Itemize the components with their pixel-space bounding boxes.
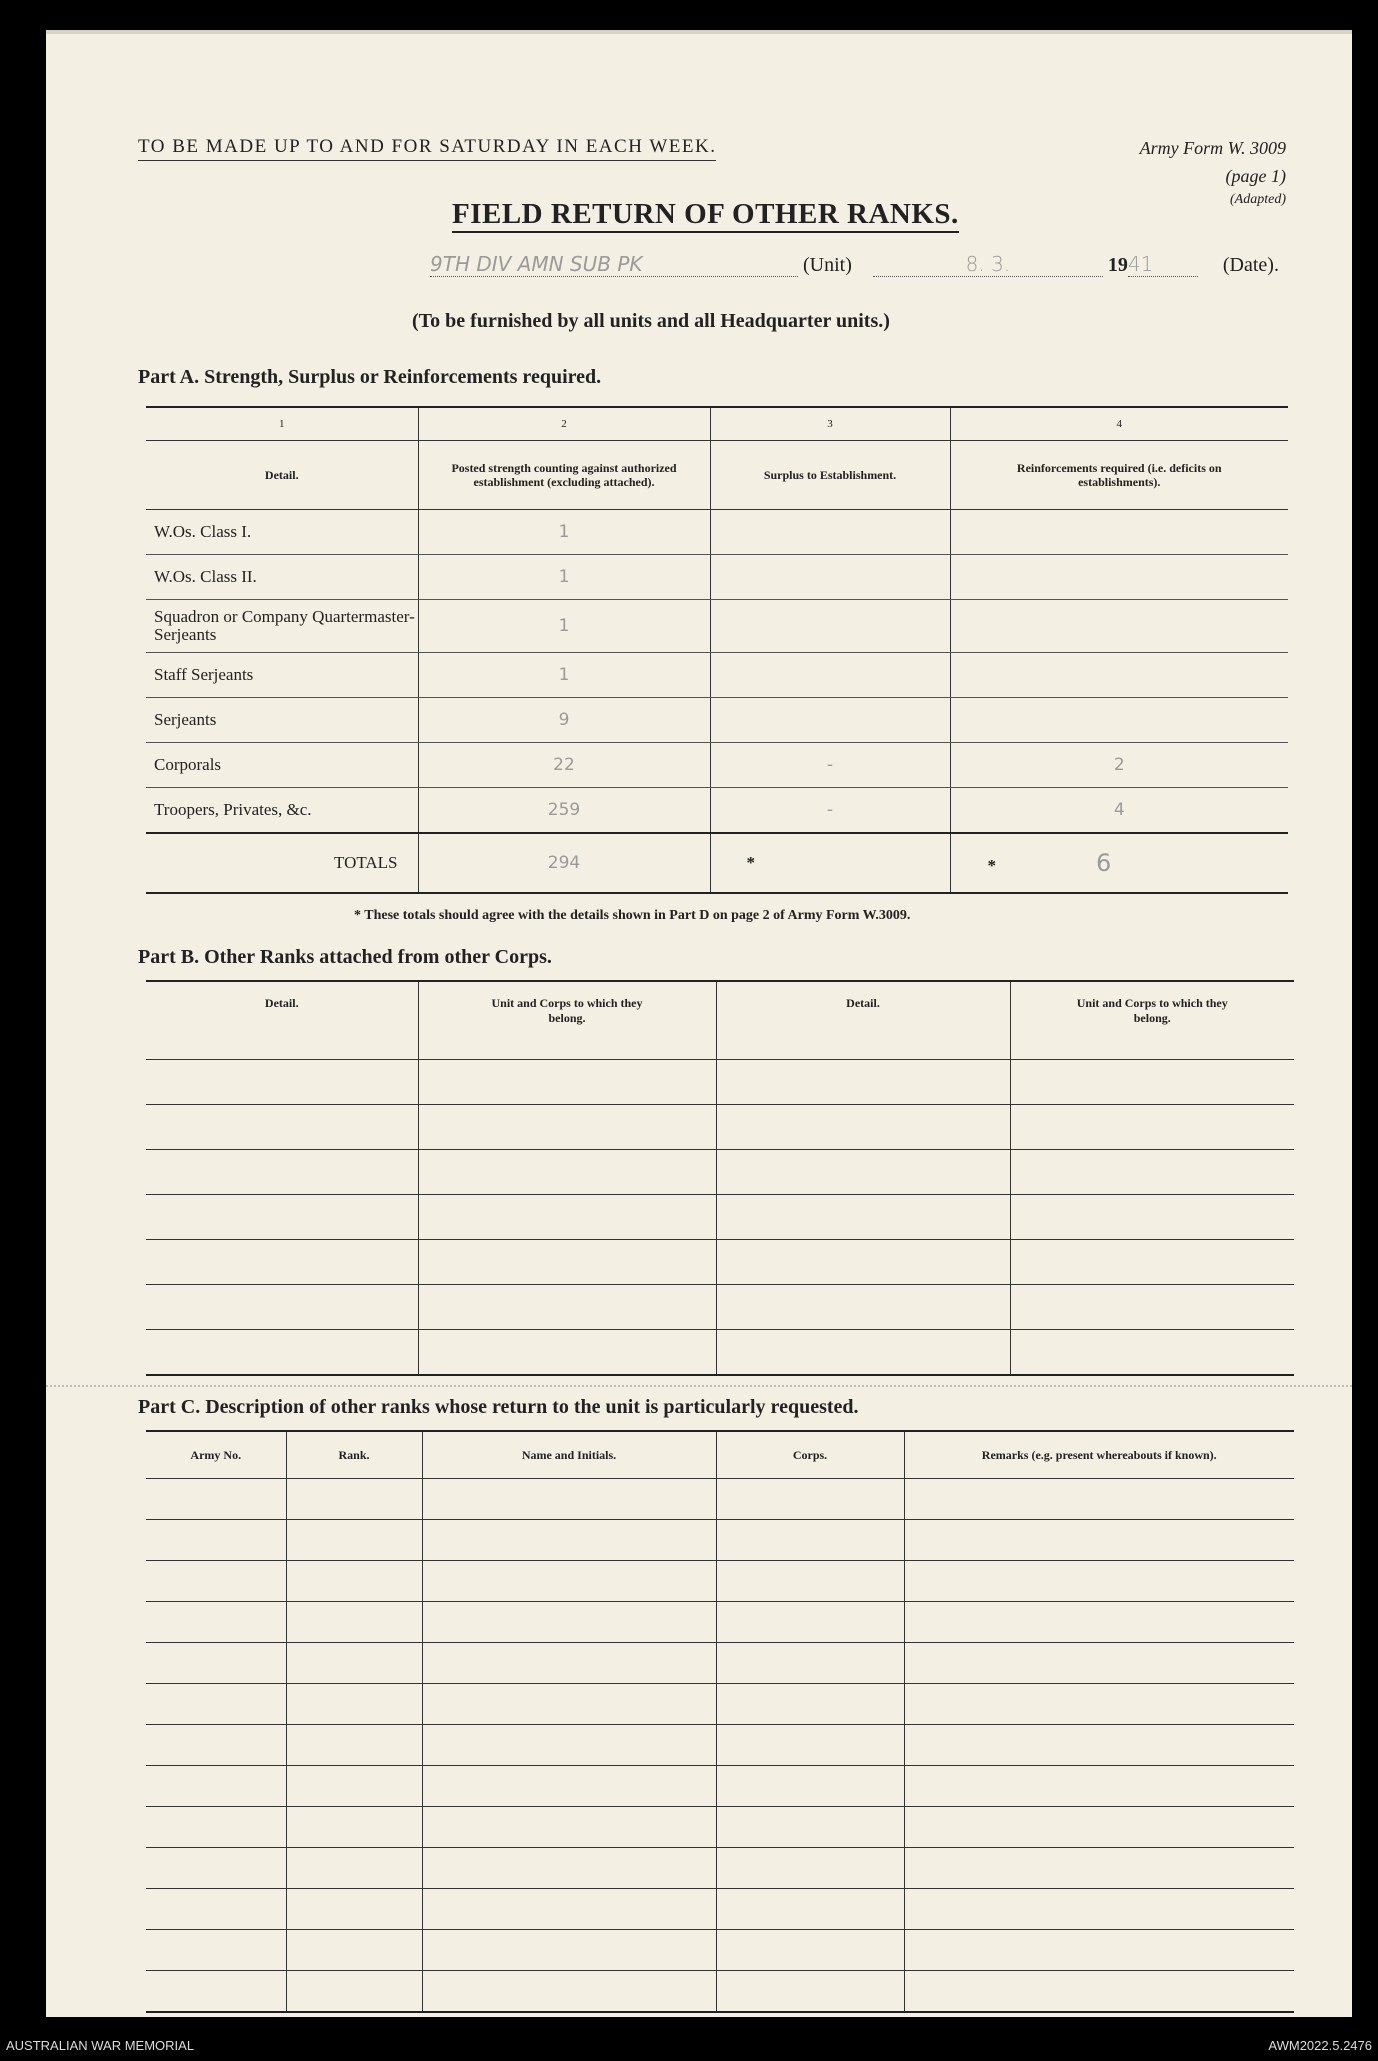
totals-note: * These totals should agree with the details shown in Part D on page 2 of Army Form W.3009. (354, 908, 911, 923)
form-adapted: (Adapted) (1230, 192, 1286, 207)
posted-value: 22 (418, 743, 710, 788)
part-a-table (146, 406, 1288, 894)
part-b-heading: Part B. Other Ranks attached from other Corps. (138, 946, 552, 968)
unit-label: (Unit) (803, 254, 852, 276)
col-header-detail: Detail. (716, 981, 1010, 1060)
reinf-value: 2 (950, 743, 1288, 788)
form-number: Army Form W. 3009 (1139, 138, 1286, 158)
row-detail: Troopers, Privates, &c. (146, 788, 418, 834)
row-detail: Serjeants (146, 698, 418, 743)
form-title: FIELD RETURN OF OTHER RANKS. (452, 198, 959, 233)
reinf-value (950, 698, 1288, 743)
totals-reinf-mark: * (987, 856, 996, 875)
table-row (146, 1561, 1294, 1602)
row-detail: Corporals (146, 743, 418, 788)
reinf-value (950, 600, 1288, 653)
table-row (146, 1240, 1294, 1285)
reinf-value (950, 653, 1288, 698)
table-row (146, 743, 1288, 788)
footer-credit: AUSTRALIAN WAR MEMORIAL (6, 2038, 195, 2053)
surplus-value (710, 653, 950, 698)
posted-value: 9 (418, 698, 710, 743)
unit-date-line (430, 252, 1279, 277)
table-row (146, 510, 1288, 555)
table-row (146, 1060, 1294, 1105)
table-row (146, 1848, 1294, 1889)
table-row (146, 1889, 1294, 1930)
totals-row (146, 833, 1288, 893)
totals-label: TOTALS (146, 833, 418, 893)
totals-reinf-cell (950, 833, 1288, 893)
table-row (146, 1330, 1294, 1376)
col-header-rank: Rank. (286, 1431, 422, 1479)
col-header-surplus: Surplus to Establishment. (710, 441, 950, 510)
part-b-table (146, 980, 1294, 1376)
surplus-value: - (710, 743, 950, 788)
reinf-value (950, 555, 1288, 600)
col-header-reinforcements: Reinforcements required (i.e. deficits on establishments). (950, 441, 1288, 510)
part-c-table (146, 1430, 1294, 2013)
posted-value: 1 (418, 510, 710, 555)
footer-accession: AWM2022.5.2476 (1268, 2038, 1372, 2053)
table-row (146, 1725, 1294, 1766)
form-reference (1140, 134, 1286, 210)
surplus-value: - (710, 788, 950, 834)
col-number: 4 (950, 407, 1288, 441)
col-header-army-no: Army No. (146, 1431, 286, 1479)
totals-surplus-mark: * (710, 833, 950, 893)
row-detail: Staff Serjeants (146, 653, 418, 698)
year-value: 41 (1128, 252, 1198, 277)
form-page: (page 1) (1225, 166, 1286, 186)
part-c-heading: Part C. Description of other ranks whose return to the unit is particularly requested. (138, 1396, 859, 1418)
col-header-detail: Detail. (146, 441, 418, 510)
table-row (146, 1930, 1294, 1971)
table-row (146, 1105, 1294, 1150)
date-value: 8. 3. (873, 252, 1103, 277)
surplus-value (710, 555, 950, 600)
col-header-corps: Corps. (716, 1431, 904, 1479)
row-detail: W.Os. Class II. (146, 555, 418, 600)
totals-posted: 294 (418, 833, 710, 893)
surplus-value (710, 510, 950, 555)
totals-reinf: 6 (1096, 849, 1112, 877)
col-number: 2 (418, 407, 710, 441)
year-prefix: 19 (1107, 254, 1128, 276)
table-row (146, 555, 1288, 600)
table-row (146, 1971, 1294, 2013)
perforation-line (46, 1385, 1352, 1387)
table-row (146, 1150, 1294, 1195)
reinf-value (950, 510, 1288, 555)
table-row (146, 1643, 1294, 1684)
col-header-name: Name and Initials. (422, 1431, 716, 1479)
part-a-heading: Part A. Strength, Surplus or Reinforcements required. (138, 366, 602, 388)
table-row (146, 1195, 1294, 1240)
subtitle: (To be furnished by all units and all Headquarter units.) (412, 310, 890, 332)
table-row (146, 1602, 1294, 1643)
col-header-posted: Posted strength counting against authorized establishment (excluding attached). (418, 441, 710, 510)
col-header-detail: Detail. (146, 981, 418, 1060)
unit-value: 9TH DIV AMN SUB PK (430, 252, 798, 277)
posted-value: 1 (418, 555, 710, 600)
posted-value: 1 (418, 653, 710, 698)
table-row (146, 600, 1288, 653)
row-detail: Squadron or Company Quartermaster-Serjeants (146, 600, 418, 653)
col-number: 3 (710, 407, 950, 441)
col-number: 1 (146, 407, 418, 441)
surplus-value (710, 698, 950, 743)
table-row (146, 653, 1288, 698)
col-header-unit-corps: Unit and Corps to which they belong. (418, 981, 716, 1060)
row-detail: W.Os. Class I. (146, 510, 418, 555)
col-header-unit-corps: Unit and Corps to which they belong. (1010, 981, 1294, 1060)
table-row (146, 1285, 1294, 1330)
col-header-remarks: Remarks (e.g. present whereabouts if known). (904, 1431, 1294, 1479)
table-row (146, 788, 1288, 834)
posted-value: 1 (418, 600, 710, 653)
table-row (146, 1684, 1294, 1725)
date-label: (Date). (1222, 254, 1279, 276)
reinf-value: 4 (950, 788, 1288, 834)
table-row (146, 1766, 1294, 1807)
instruction-line: TO BE MADE UP TO AND FOR SATURDAY IN EACH WEEK. (138, 136, 716, 161)
table-row (146, 698, 1288, 743)
posted-value: 259 (418, 788, 710, 834)
table-row (146, 1479, 1294, 1520)
table-row (146, 1520, 1294, 1561)
table-row (146, 1807, 1294, 1848)
surplus-value (710, 600, 950, 653)
